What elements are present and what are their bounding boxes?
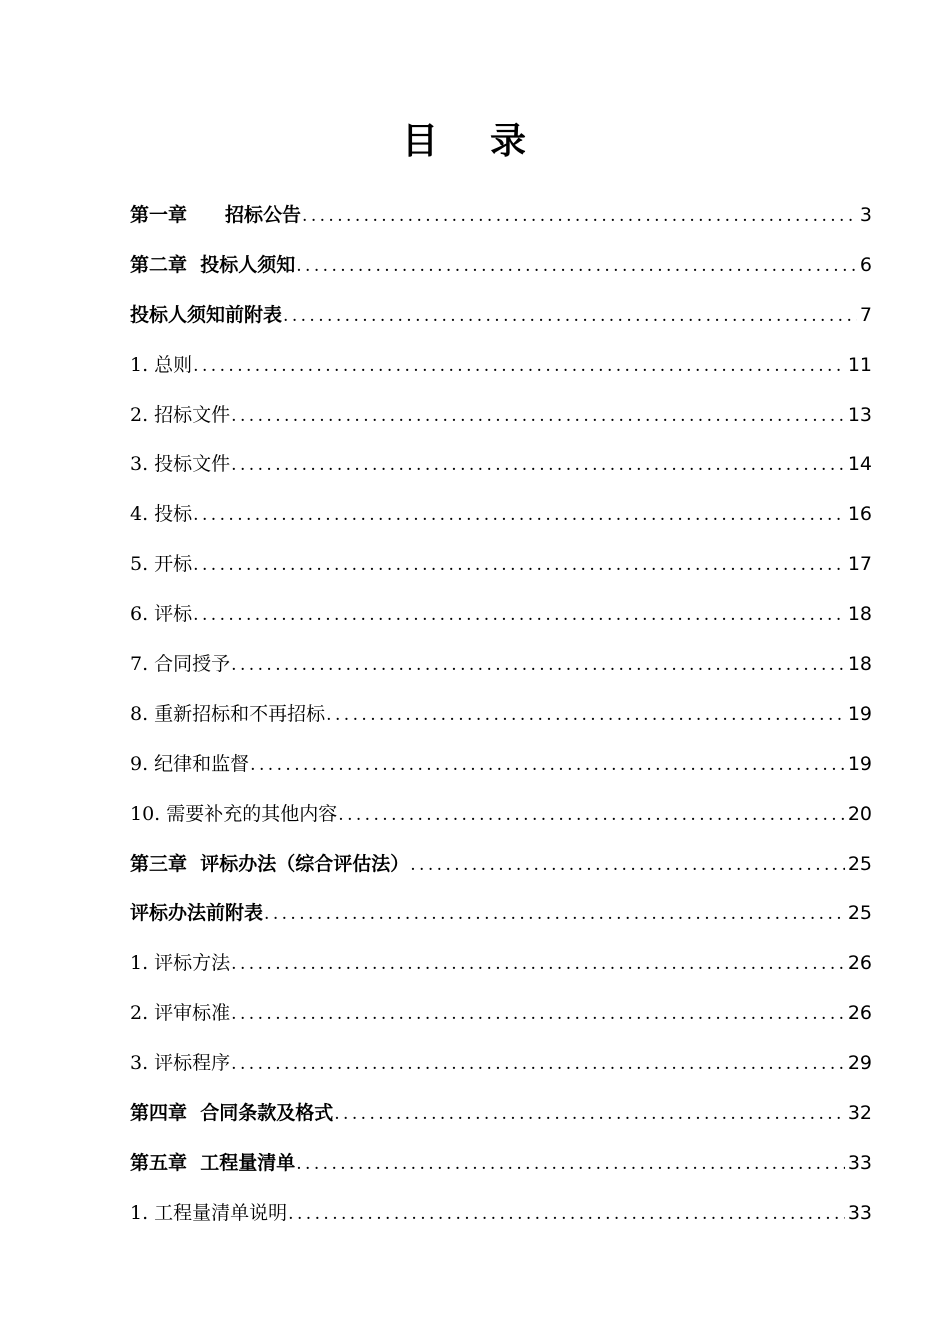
- toc-entry[interactable]: [130, 739, 872, 789]
- toc-page-number: 17: [847, 553, 872, 576]
- toc-entry[interactable]: [130, 489, 872, 539]
- toc-entry[interactable]: [130, 240, 872, 290]
- toc-entry[interactable]: [130, 439, 872, 489]
- toc-entry-label: 第二章 投标人须知: [130, 253, 296, 276]
- toc-page-number: 33: [847, 1151, 872, 1174]
- toc-leader-dots: [334, 1089, 845, 1139]
- toc-entry-label: 2. 招标文件: [130, 403, 231, 426]
- toc-page-number: 20: [847, 802, 872, 825]
- toc-entry-label: 投标人须知前附表: [130, 303, 283, 326]
- toc-page-number: 26: [847, 952, 872, 975]
- toc-leader-dots: [250, 740, 845, 790]
- toc-entry[interactable]: [130, 539, 872, 589]
- toc-entry[interactable]: [130, 390, 872, 440]
- toc-entry-label: 3. 评标程序: [130, 1052, 231, 1075]
- toc-entry-label: 第三章 评标办法（综合评估法）: [130, 852, 410, 875]
- toc-page-number: 32: [847, 1102, 872, 1125]
- toc-page-number: 16: [847, 503, 872, 526]
- toc-page-number: 33: [847, 1201, 872, 1224]
- toc-page-number: 25: [847, 902, 872, 925]
- toc-entry[interactable]: [130, 938, 872, 988]
- toc-entry-label: 第一章 招标公告: [130, 204, 302, 226]
- toc-page-number: 29: [847, 1052, 872, 1075]
- toc-entry-label: 第四章 合同条款及格式: [130, 1102, 334, 1125]
- toc-entry[interactable]: [130, 639, 872, 689]
- toc-entry[interactable]: [130, 340, 872, 390]
- toc-entry-label: 6. 评标: [130, 603, 193, 626]
- toc-entry-label: 3. 投标文件: [130, 453, 231, 476]
- toc-entry[interactable]: [130, 1138, 872, 1188]
- toc-leader-dots: [410, 840, 845, 890]
- toc-leader-dots: [264, 889, 845, 939]
- toc-leader-dots: [296, 241, 857, 291]
- toc-entry[interactable]: [130, 839, 872, 889]
- toc-entry[interactable]: [130, 888, 872, 938]
- toc-leader-dots: [326, 690, 845, 740]
- toc-leader-dots: [288, 1189, 845, 1239]
- toc-entry-label: 4. 投标: [130, 503, 193, 526]
- toc-page-number: 25: [847, 852, 872, 875]
- toc-entry-label: 5. 开标: [130, 553, 193, 576]
- toc-entry[interactable]: [130, 789, 872, 839]
- toc-entry[interactable]: [130, 290, 872, 340]
- toc-page-number: 7: [859, 303, 872, 326]
- toc-leader-dots: [296, 1139, 845, 1189]
- toc-leader-dots: [193, 590, 845, 640]
- toc-entry[interactable]: [130, 689, 872, 739]
- toc-leader-dots: [231, 989, 845, 1039]
- toc-page-number: 3: [859, 204, 872, 226]
- toc-leader-dots: [283, 291, 857, 341]
- toc-page-number: 13: [847, 403, 872, 426]
- toc-page-number: 18: [847, 603, 872, 626]
- toc-entry-label: 9. 纪律和监督: [130, 752, 250, 775]
- toc-entry-label: 8. 重新招标和不再招标: [130, 702, 326, 725]
- toc-entry[interactable]: [130, 1188, 872, 1238]
- toc-page-number: 11: [847, 353, 872, 376]
- toc-entry[interactable]: [130, 988, 872, 1038]
- toc-entry[interactable]: [130, 1038, 872, 1088]
- toc-entry-label: 评标办法前附表: [130, 902, 264, 925]
- toc-leader-dots: [193, 341, 845, 391]
- toc-page-number: 14: [847, 453, 872, 476]
- toc-entry-label: 1. 评标方法: [130, 952, 231, 975]
- toc-leader-dots: [193, 540, 845, 590]
- toc-entry-label: 1. 工程量清单说明: [130, 1201, 288, 1224]
- toc-leader-dots: [231, 391, 845, 441]
- toc-entry[interactable]: [130, 190, 872, 240]
- toc-entry-label: 7. 合同授予: [130, 653, 231, 676]
- toc-leader-dots: [231, 640, 845, 690]
- toc-page-number: 6: [859, 253, 872, 276]
- toc-leader-dots: [193, 490, 845, 540]
- toc-leader-dots: [338, 790, 845, 840]
- toc-leader-dots: [231, 1039, 845, 1089]
- toc-leader-dots: [231, 939, 845, 989]
- toc-entry-label: 2. 评审标准: [130, 1002, 231, 1025]
- toc-page-number: 19: [847, 702, 872, 725]
- toc-page-number: 26: [847, 1002, 872, 1025]
- toc-entry[interactable]: [130, 589, 872, 639]
- toc-leader-dots: [302, 191, 857, 241]
- toc-leader-dots: [231, 440, 845, 490]
- page-title: 目录: [401, 121, 578, 162]
- toc-page-number: 18: [847, 653, 872, 676]
- toc-entry-label: 第五章 工程量清单: [130, 1151, 296, 1174]
- toc-page-number: 19: [847, 752, 872, 775]
- toc-entry[interactable]: [130, 1088, 872, 1138]
- toc-entry-label: 1. 总则: [130, 353, 193, 376]
- toc-entry-label: 10. 需要补充的其他内容: [130, 802, 338, 825]
- table-of-contents: [130, 190, 872, 1238]
